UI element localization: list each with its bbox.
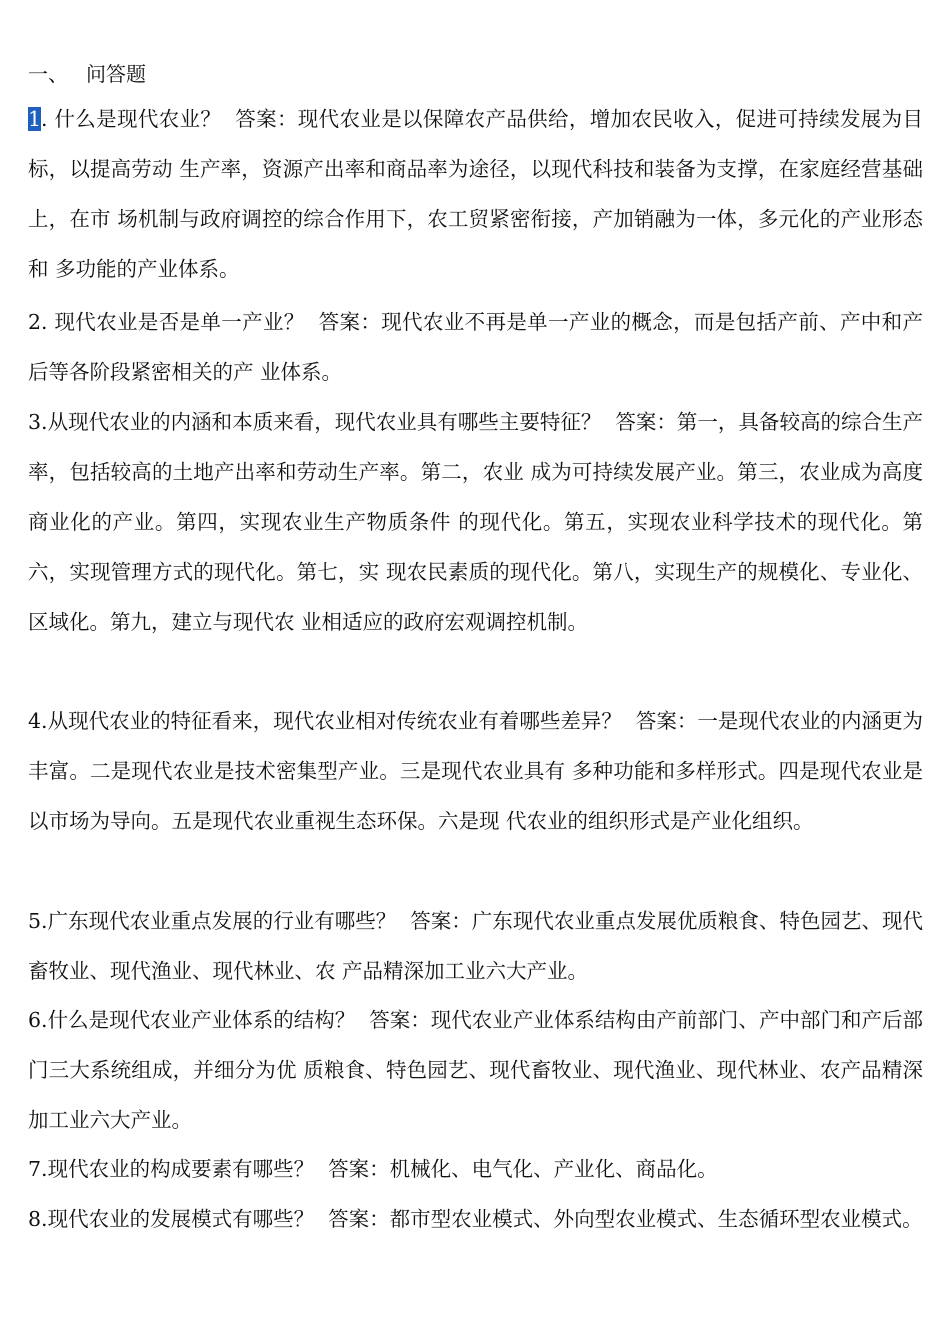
answer-text: 答案：广东现代农业重点发展优质粮食、特色园艺、现代畜牧业、现代渔业、现代林业、农 产品精深加工业六大产业。 [28, 909, 924, 983]
section-heading [28, 60, 146, 88]
answer-text: 答案：现代农业是以保障农产品供给，增加农民收入，促进可持续发展为目标，以提高劳动 生产率，资源产出率和商品率为途径，以现代科技和装备为支撑，在家庭经营基础上，在市 场机制与政府调控的综合作用下，农工贸紧密衔接，产加销融为一体，多元化的产业形态和 多功能的产业体系。 [28, 107, 923, 281]
question-text: 现代农业的发展模式有哪些？ [47, 1207, 315, 1231]
item-separator: . [41, 1207, 48, 1231]
item-number-highlighted[interactable]: 1 [28, 107, 42, 131]
qa-item-4 [28, 696, 923, 846]
item-number: 5 [28, 909, 42, 933]
question-text: 现代农业的构成要素有哪些？ [47, 1157, 315, 1181]
question-text: 从现代农业的特征看来，现代农业相对传统农业有着哪些差异？ [47, 709, 622, 733]
answer-text: 答案：一是现代农业的内涵更为丰富。二是现代农业是技术密集型产业。三是现代农业具有 多种功能和多样形式。四是现代农业是以市场为导向。五是现代农业重视生态环保。六是现 代农业的组织形式是产业化组织。 [28, 709, 924, 833]
question-text: 什么是现代农业？ [54, 107, 222, 131]
question-text: 什么是现代农业产业体系的结构？ [47, 1008, 356, 1032]
item-separator: . [41, 410, 48, 434]
answer-text: 答案：机械化、电气化、产业化、商品化。 [328, 1157, 718, 1181]
item-number: 4 [28, 709, 42, 733]
answer-text: 答案：现代农业不再是单一产业的概念，而是包括产前、产中和产后等各阶段紧密相关的产 业体系。 [28, 310, 923, 384]
section-title: 问答题 [86, 62, 146, 86]
item-separator: . [41, 1157, 48, 1181]
section-number: 一、 [28, 62, 68, 86]
item-separator: . [41, 909, 48, 933]
qa-item-5 [28, 896, 923, 996]
qa-item-7 [28, 1144, 923, 1194]
item-number: 8 [28, 1207, 42, 1231]
item-number: 3 [28, 410, 42, 434]
answer-text: 答案：现代农业产业体系结构由产前部门、产中部门和产后部门三大系统组成，并细分为优 质粮食、特色园艺、现代畜牧业、现代渔业、现代林业、农产品精深加工业六大产业。 [28, 1008, 924, 1132]
answer-text: 答案：第一，具备较高的综合生产率，包括较高的土地产出率和劳动生产率。第二，农业 成为可持续发展产业。第三，农业成为高度商业化的产业。第四，实现农业生产物质条件 的现代化。第五，实现农业科学技术的现代化。第六，实现管理方式的现代化。第七，实 现农民素质的现代化。第八，实现生产的规模化、专业化、区域化。第九，建立与现代农 业相适应的政府宏观调控机制。 [28, 410, 923, 634]
question-text: 从现代农业的内涵和本质来看，现代农业具有哪些主要特征？ [47, 410, 602, 434]
item-number: 2 [28, 310, 42, 334]
item-number: 7 [28, 1157, 42, 1181]
item-separator: . [41, 709, 48, 733]
qa-item-3 [28, 397, 923, 647]
item-number: 6 [28, 1008, 42, 1032]
item-separator: . [41, 310, 55, 334]
qa-item-2 [28, 297, 923, 397]
qa-item-1 [28, 94, 923, 294]
question-text: 广东现代农业重点发展的行业有哪些？ [47, 909, 397, 933]
answer-text: 答案：都市型农业模式、外向型农业模式、生态循环型农业模式。 [328, 1207, 923, 1231]
qa-item-8 [28, 1194, 923, 1244]
qa-item-6 [28, 995, 923, 1145]
item-separator: . [41, 107, 55, 131]
item-separator: . [41, 1008, 48, 1032]
question-text: 现代农业是否是单一产业？ [54, 310, 305, 334]
